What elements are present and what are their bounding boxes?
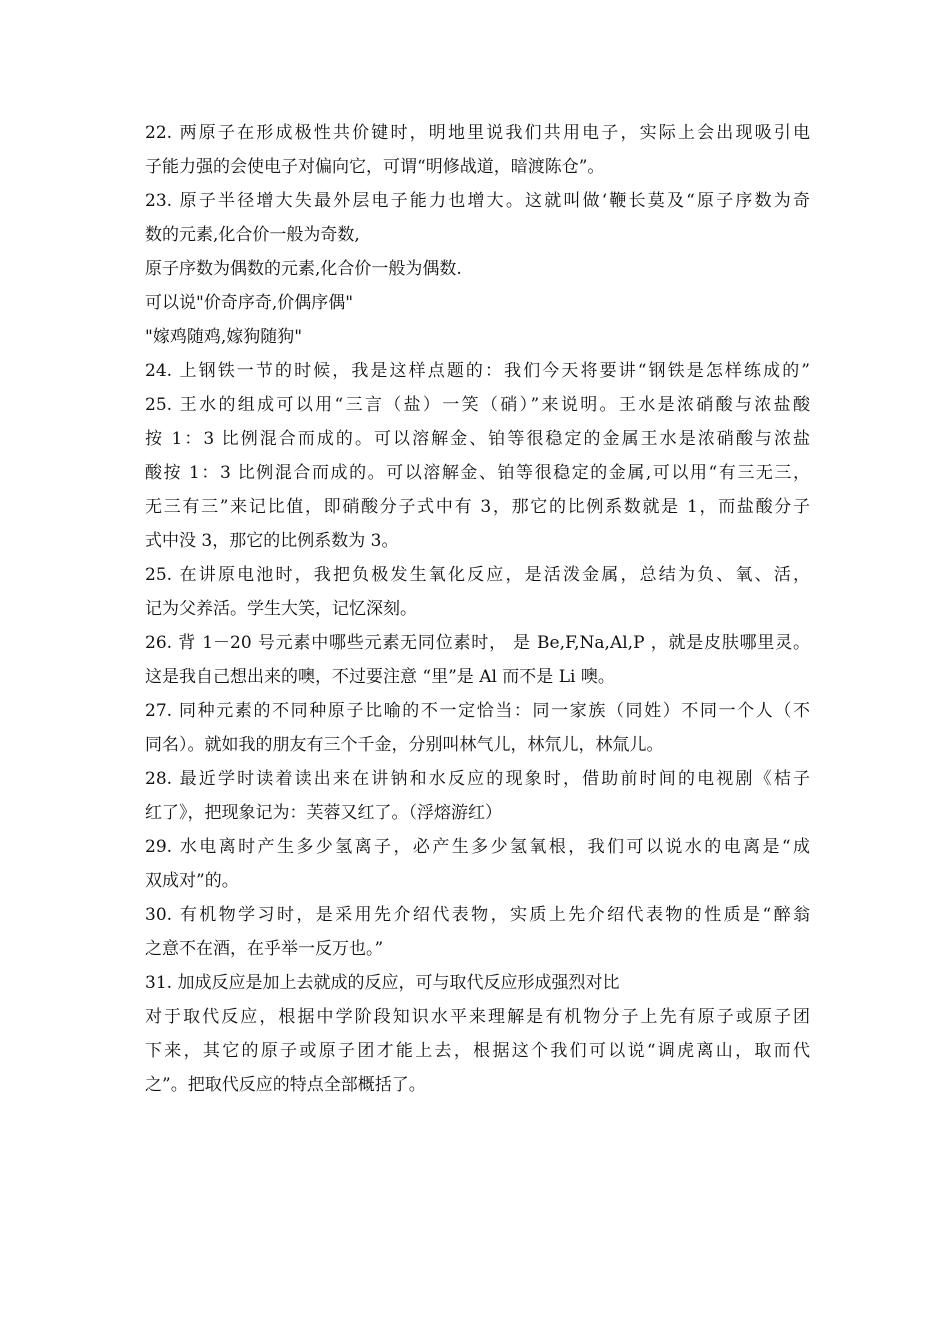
text-line-24: 30. 有机物学习时，是采用先介绍代表物，实质上先介绍代表物的性质是“醉翁	[145, 905, 810, 925]
text-line-23: 双成对”的。	[145, 871, 239, 891]
text-line-19: 同名）。就如我的朋友有三个千金，分别叫林气儿，林氘儿，林氚儿。	[145, 735, 664, 755]
text-line-3: 23. 原子半径增大失最外层电子能力也增大。这就叫做‘鞭长莫及“原子序数为奇	[145, 191, 810, 211]
text-line-22: 29. 水电离时产生多少氢离子，必产生多少氢氧根，我们可以说水的电离是“成	[145, 837, 810, 857]
text-line-14: 25. 在讲原电池时，我把负极发生氧化反应，是活泼金属，总结为负、氧、活，	[145, 565, 810, 585]
text-line-15: 记为父养活。学生大笑，记忆深刻。	[145, 599, 417, 619]
text-line-21: 红了》，把现象记为：芙蓉又红了。（浮熔游红）	[145, 803, 502, 823]
text-line-13: 式中没 3，那它的比例系数为 3。	[145, 531, 399, 551]
text-line-7: "嫁鸡随鸡,嫁狗随狗"	[145, 327, 303, 347]
text-line-18: 27. 同种元素的不同种原子比喻的不一定恰当：同一家族（同姓）不同一个人（不	[145, 701, 810, 721]
text-line-1: 22. 两原子在形成极性共价键时，明地里说我们共用电子，实际上会出现吸引电	[145, 123, 810, 143]
text-line-26: 31. 加成反应是加上去就成的反应，可与取代反应形成强烈对比	[145, 973, 620, 993]
text-line-16: 26. 背 1－20 号元素中哪些元素无同位素时， 是 Be,F,Na,Al,P ，就是皮肤哪里灵。	[145, 633, 810, 653]
text-line-11: 酸按 1：3 比例混合而成的。可以溶解金、铂等很稳定的金属,可以用“有三无三，	[145, 463, 810, 483]
text-line-10: 按 1：3 比例混合而成的。可以溶解金、铂等很稳定的金属王水是浓硝酸与浓盐	[145, 429, 810, 449]
text-line-25: 之意不在酒，在乎举一反万也。”	[145, 939, 384, 959]
text-line-2: 子能力强的会使电子对偏向它，可谓“明修战道，暗渡陈仓”。	[145, 157, 605, 177]
text-line-5: 原子序数为偶数的元素,化合价一般为偶数.	[145, 259, 462, 279]
text-line-20: 28. 最近学时读着读出来在讲钠和水反应的现象时，借助前时间的电视剧《桔子	[145, 769, 810, 789]
text-line-28: 下来，其它的原子或原子团才能上去，根据这个我们可以说“调虎离山，取而代	[145, 1041, 810, 1061]
text-line-4: 数的元素,化合价一般为奇数,	[145, 225, 360, 245]
text-line-8: 24. 上钢铁一节的时候，我是这样点题的：我们今天将要讲“钢铁是怎样练成的”	[145, 361, 810, 381]
text-line-9: 25. 王水的组成可以用“三言（盐）一笑（硝）”来说明。王水是浓硝酸与浓盐酸	[145, 395, 810, 415]
text-line-17: 这是我自己想出来的噢，不过要注意 “里”是 Al 而不是 Li 噢。	[145, 667, 615, 687]
text-line-27: 对于取代反应，根据中学阶段知识水平来理解是有机物分子上先有原子或原子团	[145, 1007, 810, 1027]
text-line-6: 可以说"价奇序奇,价偶序偶"	[145, 293, 354, 313]
text-line-12: 无三有三”来记比值，即硝酸分子式中有 3，那它的比例系数就是 1，而盐酸分子	[145, 497, 810, 517]
text-line-29: 之”。把取代反应的特点全部概括了。	[145, 1075, 426, 1095]
document-body	[145, 116, 810, 1102]
